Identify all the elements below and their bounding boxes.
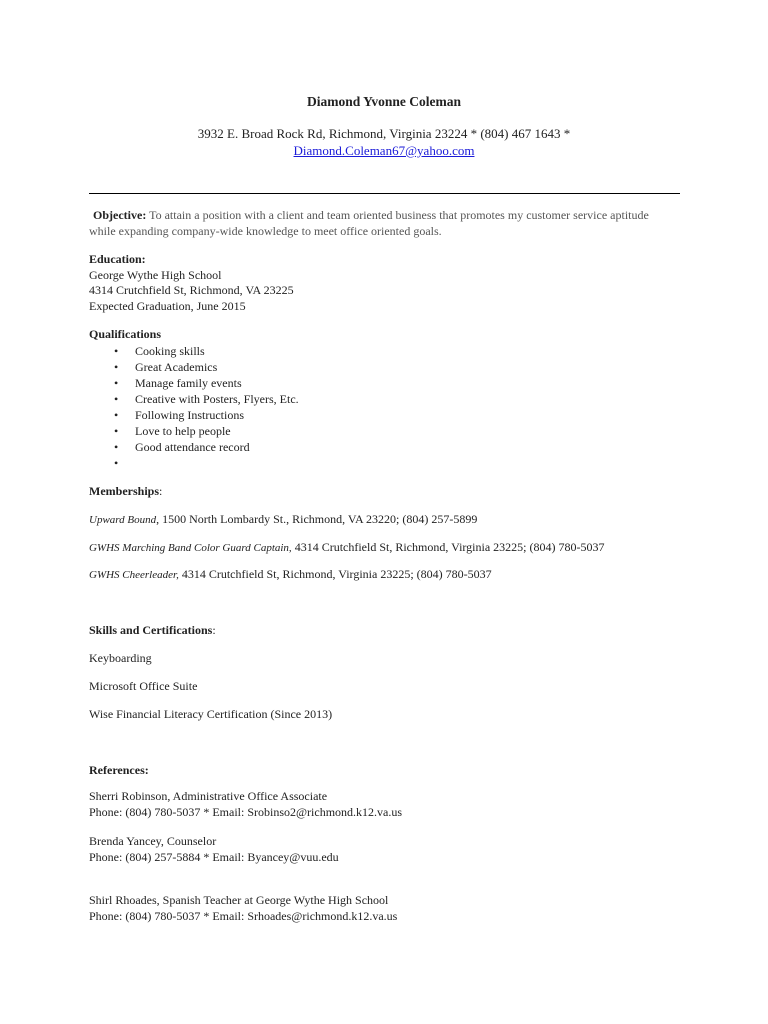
objective-section	[89, 208, 689, 239]
qualifications-title: Qualifications	[89, 327, 162, 341]
education-title: Education:	[89, 252, 146, 266]
reference-item	[89, 893, 397, 924]
reference-contact: Phone: (804) 257-5884 * Email: Byancey@vuu.edu	[89, 849, 339, 864]
references-title: References:	[89, 763, 149, 777]
reference-contact: Phone: (804) 780-5037 * Email: Srhoades@richmond.k12.va.us	[89, 908, 398, 923]
skill-item: Wise Financial Literacy Certification (Since 2013)	[89, 707, 333, 721]
objective-text-line2: while expanding company-wide knowledge to meet office oriented goals.	[89, 223, 442, 238]
membership-detail: 4314 Crutchfield St, Richmond, Virginia 23225; (804) 780-5037	[178, 567, 492, 581]
qualifications-section	[89, 327, 299, 471]
memberships-title: Memberships	[89, 484, 159, 498]
objective-text-line1: To attain a position with a client and team oriented business that promotes my customer service aptitude	[149, 208, 649, 222]
membership-org: GWHS Cheerleader,	[89, 569, 179, 581]
skills-title-suffix: :	[212, 623, 216, 637]
membership-detail: , 1500 North Lombardy St., Richmond, VA 23220; (804) 257-5899	[156, 512, 478, 526]
header-divider	[89, 193, 680, 194]
reference-name: Shirl Rhoades, Spanish Teacher at George Wythe High School	[89, 893, 389, 907]
list-item	[89, 455, 299, 471]
membership-detail: 4314 Crutchfield St, Richmond, Virginia 23225; (804) 780-5037	[291, 540, 605, 554]
reference-contact: Phone: (804) 780-5037 * Email: Srobinso2@richmond.k12.va.us	[89, 804, 403, 819]
membership-item	[89, 512, 477, 529]
list-item: • Love to help people	[89, 423, 299, 439]
reference-name: Sherri Robinson, Administrative Office Associate	[89, 789, 328, 803]
skill-item: Microsoft Office Suite	[89, 679, 198, 693]
list-item: • Following Instructions	[89, 407, 299, 423]
education-section	[89, 252, 294, 314]
memberships-title-suffix: :	[159, 484, 163, 498]
membership-item	[89, 540, 605, 557]
resume-name: Diamond Yvonne Coleman	[306, 94, 462, 109]
contact-email	[0, 143, 768, 159]
objective-label: Objective:	[93, 208, 147, 222]
membership-item	[89, 567, 492, 584]
education-school: George Wythe High School	[89, 267, 222, 282]
list-item: • Great Academics	[89, 359, 299, 375]
list-item: • Manage family events	[89, 375, 299, 391]
email-link[interactable]: Diamond.Coleman67@yahoo.com	[293, 143, 475, 158]
reference-item	[89, 834, 339, 865]
skills-title: Skills and Certifications	[89, 623, 213, 637]
skills-title-row	[89, 623, 216, 639]
membership-org: GWHS Marching Band Color Guard Captain,	[89, 542, 292, 554]
qualifications-list	[89, 343, 299, 471]
memberships-title-row	[89, 484, 162, 500]
reference-name: Brenda Yancey, Counselor	[89, 834, 217, 848]
education-address: 4314 Crutchfield St, Richmond, VA 23225	[89, 283, 294, 297]
reference-item	[89, 789, 402, 820]
list-item: • Good attendance record	[89, 439, 299, 455]
list-item: • Cooking skills	[89, 343, 299, 359]
education-graduation: Expected Graduation, June 2015	[89, 298, 246, 313]
contact-address: 3932 E. Broad Rock Rd, Richmond, Virginia 23224 * (804) 467 1643 *	[197, 126, 571, 141]
list-item: • Creative with Posters, Flyers, Etc.	[89, 391, 299, 407]
membership-org: Upward Bound	[89, 514, 157, 526]
skill-item: Keyboarding	[89, 651, 152, 665]
